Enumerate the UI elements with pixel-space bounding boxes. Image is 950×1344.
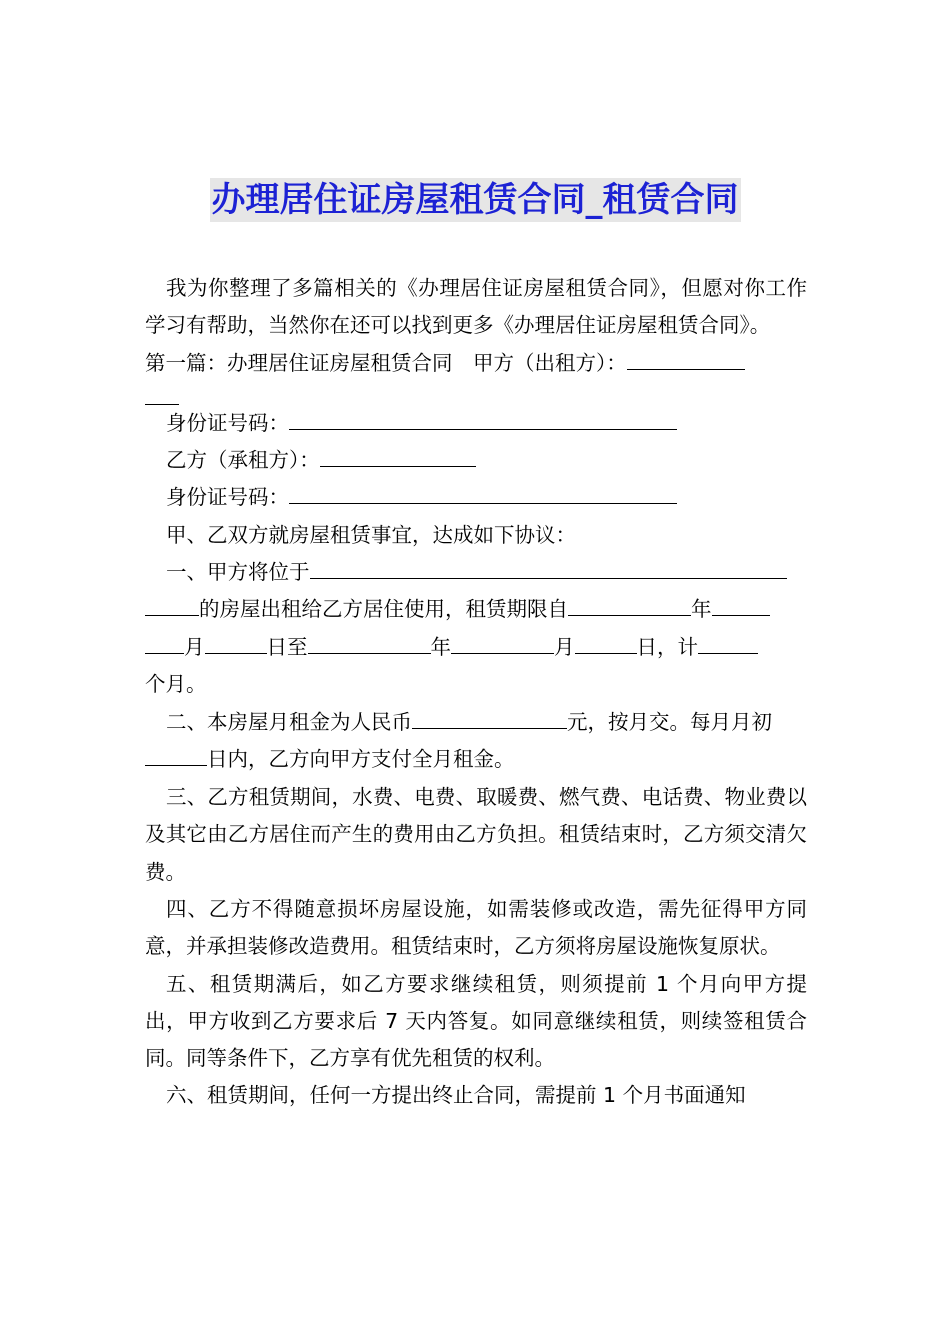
clause2-mid: 元，按月交。每月月初 — [567, 710, 772, 735]
clause1-line4 — [145, 666, 807, 703]
clause1-line3 — [145, 629, 807, 666]
end-day-blank — [575, 631, 637, 654]
payment-day-blank — [145, 743, 207, 766]
clause-5: 五、租赁期满后，如乙方要求继续租赁，则须提前 1 个月向甲方提出，甲方收到乙方要求后 7 天内答复。如同意继续租赁，则续签租赁合同。同等条件下，乙方享有优先租赁的权利。 — [145, 971, 807, 1071]
id-label-b: 身份证号码： — [166, 485, 289, 510]
clause2-tail: 日内，乙方向甲方支付全月租金。 — [207, 747, 515, 772]
clause1-month1: 月 — [184, 635, 205, 660]
lessor-name-blank — [627, 347, 745, 370]
start-day-blank — [205, 631, 267, 654]
lessee-name-blank — [320, 444, 476, 467]
agreement-line: 甲、乙双方就房屋租赁事宜，达成如下协议： — [166, 522, 576, 547]
clause-6: 六、租赁期间，任何一方提出终止合同，需提前 1 个月书面通知 — [166, 1083, 746, 1108]
address-blank — [310, 556, 787, 579]
clause1-month2: 月 — [554, 635, 575, 660]
clause2-line1 — [166, 704, 807, 741]
months-count-blank — [698, 631, 758, 654]
section1-heading: 第一篇：办理居住证房屋租赁合同 甲方（出租方）： — [145, 350, 627, 375]
clause1-months-unit: 个月。 — [145, 672, 207, 697]
clause1-day1: 日至 — [266, 635, 308, 660]
start-year-blank — [568, 593, 691, 616]
id-number-blank-b — [289, 481, 677, 504]
section1-heading-paragraph — [145, 345, 807, 405]
title-wrap — [0, 178, 950, 222]
address-blank-cont — [145, 593, 199, 616]
end-year-blank — [308, 631, 431, 654]
id-label-a: 身份证号码： — [166, 410, 289, 435]
clause1-lead: 一、甲方将位于 — [166, 560, 310, 585]
party-b-line — [145, 442, 807, 479]
lessor-name-blank-cont — [145, 382, 179, 405]
party-b-label: 乙方（承租方）： — [166, 448, 320, 473]
clause1-day2: 日，计 — [636, 635, 698, 660]
clause1-mid: 的房屋出租给乙方居住使用，租赁期限自 — [199, 597, 568, 622]
start-month-blank-cont — [145, 631, 184, 654]
id-number-blank-a — [289, 407, 677, 430]
document-body — [145, 270, 807, 1115]
clause-3: 三、乙方租赁期间，水费、电费、取暖费、燃气费、电话费、物业费以及其它由乙方居住而产生的费用由乙方负担。租赁结束时，乙方须交清欠费。 — [145, 785, 807, 884]
clause-4: 四、乙方不得随意损坏房屋设施，如需装修或改造，需先征得甲方同意，并承担装修改造费用。租赁结束时，乙方须将房屋设施恢复原状。 — [145, 896, 807, 959]
clause1-year2: 年 — [430, 635, 451, 660]
clause1-year1: 年 — [691, 597, 712, 622]
clause2-lead: 二、本房屋月租金为人民币 — [166, 710, 412, 735]
rent-amount-blank — [412, 706, 567, 729]
start-month-blank — [712, 593, 770, 616]
clause1-line1 — [166, 554, 807, 591]
clause-2 — [145, 704, 807, 779]
document-title: 办理居住证房屋租赁合同_租赁合同 — [211, 180, 739, 220]
clause2-line2 — [145, 741, 807, 778]
intro-paragraph: 我为你整理了多篇相关的《办理居住证房屋租赁合同》，但愿对你工作学习有帮助，当然你在还可以找到更多《办理居住证房屋租赁合同》。 — [145, 276, 807, 338]
clause1-line2 — [145, 591, 807, 628]
clause-1 — [145, 554, 807, 704]
id-line-a — [145, 405, 807, 442]
id-line-b — [145, 479, 807, 516]
end-month-blank — [451, 631, 554, 654]
